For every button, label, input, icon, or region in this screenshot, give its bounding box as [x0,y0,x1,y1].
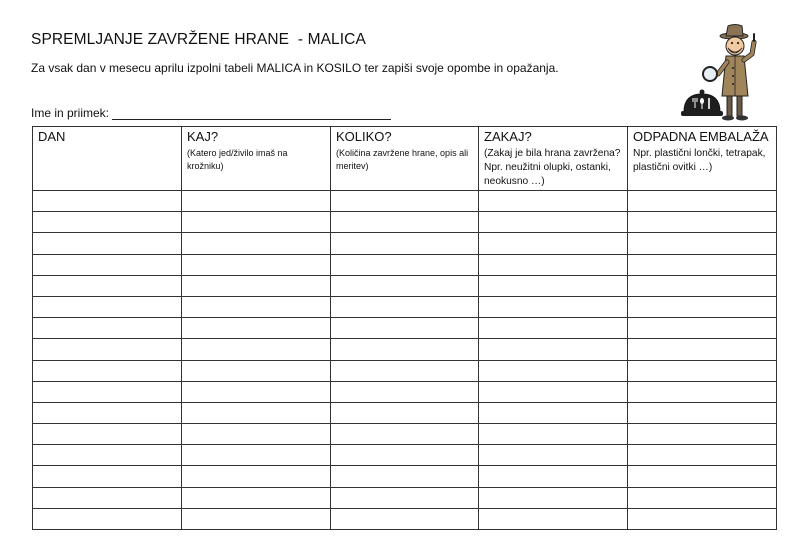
table-cell[interactable] [331,296,479,317]
table-row [33,360,777,381]
table-row [33,424,777,445]
table-cell[interactable] [182,191,331,212]
table-cell[interactable] [182,381,331,402]
table-cell[interactable] [331,424,479,445]
table-cell[interactable] [628,212,777,233]
table-row [33,212,777,233]
table-cell[interactable] [479,508,628,529]
table-cell[interactable] [33,296,182,317]
table-cell[interactable] [628,275,777,296]
table-cell[interactable] [479,360,628,381]
table-body [33,191,777,530]
table-cell[interactable] [479,191,628,212]
page-title: SPREMLJANJE ZAVRŽENE HRANE - MALICA [31,31,366,48]
table-cell[interactable] [182,296,331,317]
table-cell[interactable] [182,360,331,381]
table-cell[interactable] [628,445,777,466]
table-cell[interactable] [479,339,628,360]
column-header-zakaj [479,127,628,191]
table-cell[interactable] [628,254,777,275]
table-cell[interactable] [479,318,628,339]
table-cell[interactable] [33,233,182,254]
table-row [33,275,777,296]
table-cell[interactable] [628,487,777,508]
table-cell[interactable] [479,212,628,233]
table-cell[interactable] [33,466,182,487]
table-cell[interactable] [479,381,628,402]
table-cell[interactable] [33,191,182,212]
table-cell[interactable] [479,402,628,423]
name-input-line[interactable] [112,107,391,120]
table-cell[interactable] [628,296,777,317]
name-field-row [31,106,391,120]
column-label: ZAKAJ? [484,129,532,144]
table-cell[interactable] [628,424,777,445]
table-cell[interactable] [182,318,331,339]
table-cell[interactable] [182,402,331,423]
table-cell[interactable] [331,254,479,275]
table-row [33,508,777,529]
table-cell[interactable] [33,445,182,466]
table-row [33,487,777,508]
column-hint: (Katero jed/živilo imaš na krožniku) [187,148,288,171]
table-cell[interactable] [628,360,777,381]
table-cell[interactable] [479,296,628,317]
table-row [33,445,777,466]
table-cell[interactable] [182,212,331,233]
column-header-koliko [331,127,479,191]
table-cell[interactable] [33,360,182,381]
table-cell[interactable] [331,445,479,466]
table-cell[interactable] [33,487,182,508]
table-cell[interactable] [331,487,479,508]
column-hint: (Količina zavržene hrane, opis ali meritev) [336,148,469,171]
table-cell[interactable] [628,402,777,423]
spoon-icon [700,98,704,104]
table-header-row [33,127,777,191]
name-label: Ime in priimek: [31,106,110,120]
detective-with-magnifier-and-cloche-icon [672,22,772,124]
column-label: KOLIKO? [336,129,392,144]
magnifier-icon [703,67,717,81]
table-cell[interactable] [628,191,777,212]
table-cell[interactable] [33,402,182,423]
table-cell[interactable] [331,212,479,233]
table-row [33,233,777,254]
table-cell[interactable] [331,318,479,339]
table-cell[interactable] [479,275,628,296]
table-row [33,318,777,339]
table-cell[interactable] [33,424,182,445]
table-cell[interactable] [628,339,777,360]
table-cell[interactable] [331,466,479,487]
table-cell[interactable] [628,381,777,402]
table-cell[interactable] [331,275,479,296]
table-cell[interactable] [182,233,331,254]
column-header-kaj [182,127,331,191]
table-cell[interactable] [182,254,331,275]
column-header-dan [33,127,182,191]
table-cell[interactable] [182,487,331,508]
table-row [33,339,777,360]
table-cell[interactable] [182,339,331,360]
table-cell[interactable] [331,191,479,212]
table-cell[interactable] [331,381,479,402]
table-cell[interactable] [628,318,777,339]
table-cell[interactable] [479,233,628,254]
table-cell[interactable] [479,254,628,275]
column-hint: Npr. plastični lončki, tetrapak, plastični ovitki …) [633,148,766,173]
column-label: KAJ? [187,129,219,144]
table-cell[interactable] [331,402,479,423]
table-cell[interactable] [182,275,331,296]
table-cell[interactable] [479,487,628,508]
table-row [33,296,777,317]
table-row [33,254,777,275]
table-cell[interactable] [479,445,628,466]
table-cell[interactable] [33,339,182,360]
table-cell[interactable] [182,445,331,466]
table-cell[interactable] [628,508,777,529]
instructions: Za vsak dan v mesecu aprilu izpolni tabeli MALICA in KOSILO ter zapiši svoje opombe in opažanja. [31,61,559,75]
table-cell[interactable] [33,318,182,339]
table-cell[interactable] [182,508,331,529]
table-cell[interactable] [479,466,628,487]
table-cell[interactable] [331,233,479,254]
table-cell[interactable] [479,424,628,445]
table-cell[interactable] [33,212,182,233]
table-cell[interactable] [33,381,182,402]
table-row [33,466,777,487]
table-cell[interactable] [331,339,479,360]
table-cell[interactable] [182,466,331,487]
table-cell[interactable] [33,275,182,296]
table-cell[interactable] [182,424,331,445]
table-cell[interactable] [628,233,777,254]
table-row [33,191,777,212]
table-cell[interactable] [331,360,479,381]
column-label: ODPADNA EMBALAŽA [633,129,769,144]
table-row [33,381,777,402]
table-cell[interactable] [331,508,479,529]
hat-crown [726,25,743,37]
column-hint: (Zakaj je bila hrana zavržena? Npr. neužitni olupki, ostanki, neokusno …) [484,148,621,187]
table-cell[interactable] [628,466,777,487]
food-waste-table [32,126,777,530]
column-label: DAN [38,129,66,144]
table-cell[interactable] [33,508,182,529]
table-row [33,402,777,423]
column-header-odpadna-embalaza [628,127,777,191]
table-cell[interactable] [33,254,182,275]
